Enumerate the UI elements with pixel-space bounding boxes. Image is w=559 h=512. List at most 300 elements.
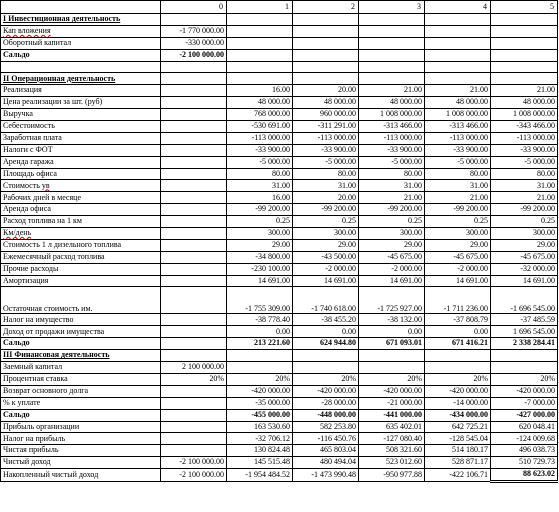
value-cell-col-2[interactable] [293,362,359,374]
table-row [1,397,558,409]
value-cell-col-1[interactable] [227,350,293,362]
value-cell-col-4[interactable]: -1 711 236.00 [425,287,491,314]
value-cell-col-0[interactable]: -2 100 000.00 [161,49,227,61]
value-cell-col-0[interactable] [161,287,227,314]
value-cell-col-1[interactable]: 14 691.00 [227,275,293,287]
value-cell-col-1[interactable] [227,14,293,26]
value-cell-col-3[interactable]: -99 200.00 [359,204,425,216]
value-cell-col-3[interactable]: -45 675.00 [359,251,425,263]
value-cell-col-4[interactable] [425,73,491,85]
value-cell-col-5[interactable]: 20% [491,373,558,385]
value-cell-col-5[interactable]: 14 691.00 [491,275,558,287]
value-cell-col-3[interactable]: -127 080.40 [359,433,425,445]
value-cell-col-0[interactable] [161,397,227,409]
row-label-cell[interactable]: Оборотный капитал [1,37,161,49]
value-cell-col-0[interactable] [161,121,227,133]
value-cell-col-1[interactable]: 20% [227,373,293,385]
value-cell-col-2[interactable]: -1 740 618.00 [293,287,359,314]
value-cell-col-1[interactable]: 16.00 [227,192,293,204]
value-cell-col-4[interactable]: -128 545.04 [425,433,491,445]
table-row [1,121,558,133]
value-cell-col-5[interactable]: -7 000.00 [491,397,558,409]
spellcheck-underlined-text: ув [41,180,50,190]
value-cell-col-2[interactable]: -5 000.00 [293,156,359,168]
row-label-cell[interactable]: Возврат основного долга [1,385,161,397]
value-cell-col-5[interactable]: -124 009.68 [491,433,558,445]
row-label-cell[interactable]: Площадь офиса [1,168,161,180]
value-cell-col-1[interactable]: -113 000.00 [227,132,293,144]
value-cell-col-0[interactable]: 20% [161,373,227,385]
value-cell-col-5[interactable]: 48 000.00 [491,97,558,109]
value-cell-col-0[interactable] [161,85,227,97]
value-cell-col-0[interactable] [161,326,227,338]
value-cell-col-5[interactable] [491,49,558,61]
value-cell-col-3[interactable] [359,37,425,49]
row-label-cell[interactable]: Расход топлива на 1 км [1,216,161,228]
column-header-col-3[interactable]: 3 [359,1,425,14]
value-cell-col-4[interactable]: 20% [425,373,491,385]
value-cell-col-0[interactable]: -1 770 000.00 [161,25,227,37]
value-cell-col-1[interactable] [227,61,293,73]
value-cell-col-2[interactable]: 20.00 [293,192,359,204]
row-label-cell[interactable]: Налог на прибыль [1,433,161,445]
value-cell-col-3[interactable]: -5 000.00 [359,156,425,168]
value-cell-col-3[interactable]: 29.00 [359,239,425,251]
value-cell-col-1[interactable] [227,37,293,49]
value-cell-col-1[interactable]: 145 515.48 [227,457,293,469]
value-cell-col-3[interactable] [359,49,425,61]
value-cell-col-4[interactable]: 48 000.00 [425,97,491,109]
value-cell-col-2[interactable]: 14 691.00 [293,275,359,287]
value-cell-col-2[interactable]: 0.25 [293,216,359,228]
table-row [1,469,558,482]
value-cell-col-4[interactable] [425,362,491,374]
value-cell-col-1[interactable]: -33 900.00 [227,144,293,156]
row-label-cell[interactable]: Реализация [1,85,161,97]
table-row [1,192,558,204]
value-cell-col-5[interactable]: 1 696 545.00 [491,326,558,338]
value-cell-col-4[interactable]: 528 871.17 [425,457,491,469]
column-header-col-0[interactable]: 0 [161,1,227,14]
value-cell-col-0[interactable] [161,445,227,457]
value-cell-col-3[interactable] [359,61,425,73]
value-cell-col-4[interactable]: -45 675.00 [425,251,491,263]
value-cell-col-0[interactable] [161,385,227,397]
value-cell-col-2[interactable]: -28 000.00 [293,397,359,409]
value-cell-col-3[interactable]: -441 000.00 [359,409,425,421]
row-label-cell[interactable]: II Операционная деятельность [1,73,161,85]
value-cell-col-3[interactable]: -33 900.00 [359,144,425,156]
value-cell-col-1[interactable]: -1 954 484.52 [227,469,293,482]
value-cell-col-2[interactable]: -420 000.00 [293,385,359,397]
value-cell-col-1[interactable]: 213 221.60 [227,338,293,350]
value-cell-col-4[interactable]: 29.00 [425,239,491,251]
column-header-col-1[interactable]: 1 [227,1,293,14]
value-cell-col-5[interactable]: -37 485.59 [491,314,558,326]
value-cell-col-1[interactable]: -420 000.00 [227,385,293,397]
value-cell-col-1[interactable] [227,362,293,374]
value-cell-col-0[interactable] [161,204,227,216]
value-cell-col-0[interactable] [161,314,227,326]
value-cell-col-0[interactable] [161,168,227,180]
value-cell-col-1[interactable] [227,25,293,37]
value-cell-col-2[interactable]: -116 450.76 [293,433,359,445]
value-cell-col-4[interactable]: 21.00 [425,192,491,204]
value-cell-col-0[interactable] [161,409,227,421]
value-cell-col-0[interactable]: -330 000.00 [161,37,227,49]
value-cell-col-1[interactable]: 300.00 [227,228,293,240]
value-cell-col-0[interactable] [161,263,227,275]
value-cell-col-0[interactable] [161,433,227,445]
row-label-cell[interactable]: Прочие расходы [1,263,161,275]
value-cell-col-2[interactable]: 80.00 [293,168,359,180]
value-cell-col-2[interactable] [293,49,359,61]
row-label-cell[interactable]: Налоги с ФОТ [1,144,161,156]
value-cell-col-4[interactable] [425,37,491,49]
value-cell-col-4[interactable] [425,49,491,61]
table-row [1,61,558,73]
value-cell-col-5[interactable]: 300.00 [491,228,558,240]
row-label-cell[interactable]: I Инвестиционная деятельность [1,14,161,26]
value-cell-col-1[interactable]: -1 755 309.00 [227,287,293,314]
row-label-cell[interactable]: Себестоимость [1,121,161,133]
value-cell-col-2[interactable]: -38 455.20 [293,314,359,326]
value-cell-col-4[interactable]: 514 180.17 [425,445,491,457]
value-cell-col-5[interactable]: 620 048.41 [491,421,558,433]
value-cell-col-5[interactable]: 496 038.73 [491,445,558,457]
value-cell-col-2[interactable]: 465 803.04 [293,445,359,457]
value-cell-col-5[interactable] [491,73,558,85]
value-cell-col-1[interactable]: 163 530.60 [227,421,293,433]
value-cell-col-3[interactable]: -420 000.00 [359,385,425,397]
value-cell-col-3[interactable]: 0.00 [359,326,425,338]
value-cell-col-2[interactable]: -1 473 990.48 [293,469,359,482]
value-cell-col-3[interactable]: 21.00 [359,192,425,204]
value-cell-col-0[interactable] [161,97,227,109]
row-label-cell[interactable] [1,25,161,37]
row-label-cell[interactable] [1,228,161,240]
value-cell-col-4[interactable]: 0.25 [425,216,491,228]
value-cell-col-2[interactable]: 48 000.00 [293,97,359,109]
table-row [1,287,558,314]
value-cell-col-3[interactable]: 1 008 000.00 [359,109,425,121]
value-cell-col-2[interactable]: -43 500.00 [293,251,359,263]
value-cell-col-3[interactable]: 671 093.01 [359,338,425,350]
column-header-label[interactable] [1,1,161,14]
row-label-cell[interactable] [1,180,161,192]
value-cell-col-3[interactable] [359,73,425,85]
value-cell-col-0[interactable] [161,228,227,240]
value-cell-col-3[interactable]: -950 977.88 [359,469,425,482]
value-cell-col-0[interactable] [161,421,227,433]
value-cell-col-1[interactable]: 16.00 [227,85,293,97]
table-row [1,156,558,168]
value-cell-col-3[interactable]: 523 012.60 [359,457,425,469]
row-label-cell[interactable]: % к уплате [1,397,161,409]
value-cell-col-5[interactable]: -1 696 545.00 [491,287,558,314]
row-label-cell[interactable]: Доход от продажи имущества [1,326,161,338]
row-label-cell[interactable]: Заемный капитал [1,362,161,374]
value-cell-col-2[interactable] [293,25,359,37]
value-cell-col-1[interactable]: -38 778.40 [227,314,293,326]
value-cell-col-3[interactable]: -21 000.00 [359,397,425,409]
table-row [1,25,558,37]
value-cell-col-2[interactable]: -113 000.00 [293,132,359,144]
value-cell-col-2[interactable] [293,73,359,85]
value-cell-col-2[interactable]: 20% [293,373,359,385]
value-cell-col-4[interactable]: -313 466.00 [425,121,491,133]
value-cell-col-5[interactable]: 80.00 [491,168,558,180]
value-cell-col-2[interactable] [293,61,359,73]
value-cell-col-0[interactable] [161,156,227,168]
value-cell-col-0[interactable]: -2 100 000.00 [161,457,227,469]
value-cell-col-0[interactable] [161,239,227,251]
value-cell-col-0[interactable] [161,216,227,228]
value-cell-col-4[interactable] [425,350,491,362]
value-cell-col-5[interactable] [491,14,558,26]
value-cell-col-5[interactable]: -32 000.00 [491,263,558,275]
value-cell-col-5[interactable]: 21.00 [491,192,558,204]
value-cell-col-0[interactable] [161,73,227,85]
section-header-row [1,350,558,362]
value-cell-col-3[interactable]: 48 000.00 [359,97,425,109]
row-label-cell[interactable]: III Финансовая деятельность [1,350,161,362]
row-label-cell[interactable]: Стоимость 1 л дизельного топлива [1,239,161,251]
row-label-cell[interactable]: Ежемесячный расход топлива [1,251,161,263]
value-cell-col-1[interactable]: 130 824.48 [227,445,293,457]
value-cell-col-4[interactable] [425,61,491,73]
value-cell-col-0[interactable] [161,350,227,362]
value-cell-col-3[interactable] [359,350,425,362]
value-cell-col-5[interactable]: -420 000.00 [491,385,558,397]
column-header-row [1,1,558,14]
value-cell-col-1[interactable]: 768 000.00 [227,109,293,121]
value-cell-col-2[interactable]: 582 253.80 [293,421,359,433]
value-cell-col-3[interactable]: 0.25 [359,216,425,228]
row-label-cell[interactable]: Чистый доход [1,457,161,469]
value-cell-col-5[interactable]: -5 000.00 [491,156,558,168]
row-label-cell[interactable]: Чистая прибыль [1,445,161,457]
value-cell-col-0[interactable] [161,338,227,350]
row-label-cell[interactable]: Прибыль организации [1,421,161,433]
value-cell-col-5[interactable]: -113 000.00 [491,132,558,144]
column-header-col-2[interactable]: 2 [293,1,359,14]
value-cell-col-5[interactable]: -427 000.00 [491,409,558,421]
value-cell-col-2[interactable]: 0.00 [293,326,359,338]
value-cell-col-3[interactable] [359,25,425,37]
table-row [1,362,558,374]
value-cell-col-3[interactable]: 21.00 [359,85,425,97]
value-cell-col-4[interactable]: -420 000.00 [425,385,491,397]
value-cell-col-1[interactable]: 0.25 [227,216,293,228]
value-cell-col-2[interactable]: 29.00 [293,239,359,251]
value-cell-col-1[interactable] [227,49,293,61]
value-cell-col-4[interactable]: 0.00 [425,326,491,338]
row-label-cell[interactable]: Заработная плата [1,132,161,144]
value-cell-col-2[interactable] [293,350,359,362]
value-cell-col-3[interactable] [359,14,425,26]
section-header-row [1,73,558,85]
value-cell-col-3[interactable]: 14 691.00 [359,275,425,287]
value-cell-col-3[interactable]: 20% [359,373,425,385]
row-label-cell[interactable]: Процентная ставка [1,373,161,385]
value-cell-col-3[interactable]: 635 402.01 [359,421,425,433]
value-cell-col-5[interactable]: 1 008 000.00 [491,109,558,121]
value-cell-col-5[interactable] [491,25,558,37]
row-label-cell[interactable]: Накопленный чистый доход [1,469,161,482]
value-cell-col-2[interactable]: 31.00 [293,180,359,192]
value-cell-col-4[interactable]: 642 725.21 [425,421,491,433]
value-cell-col-2[interactable]: 300.00 [293,228,359,240]
value-cell-col-4[interactable]: -33 900.00 [425,144,491,156]
value-cell-col-3[interactable]: 80.00 [359,168,425,180]
row-label-cell[interactable]: Сальдо [1,409,161,421]
value-cell-col-1[interactable]: -5 000.00 [227,156,293,168]
table-row [1,251,558,263]
value-cell-col-4[interactable]: -434 000.00 [425,409,491,421]
value-cell-col-2[interactable] [293,37,359,49]
value-cell-col-5[interactable]: -45 675.00 [491,251,558,263]
value-cell-col-3[interactable]: 300.00 [359,228,425,240]
value-cell-col-1[interactable]: -34 800.00 [227,251,293,263]
value-cell-col-5[interactable] [491,350,558,362]
value-cell-col-4[interactable]: 671 416.21 [425,338,491,350]
table-row [1,109,558,121]
value-cell-col-4[interactable]: 31.00 [425,180,491,192]
table-row [1,275,558,287]
value-cell-col-3[interactable]: -2 000.00 [359,263,425,275]
column-header-col-4[interactable]: 4 [425,1,491,14]
value-cell-col-2[interactable]: -448 000.00 [293,409,359,421]
value-cell-col-1[interactable]: -35 000.00 [227,397,293,409]
value-cell-col-4[interactable]: -37 808.79 [425,314,491,326]
value-cell-col-4[interactable]: -5 000.00 [425,156,491,168]
row-label-cell[interactable]: Амортизация [1,275,161,287]
table-row [1,421,558,433]
value-cell-col-4[interactable] [425,14,491,26]
value-cell-col-2[interactable]: 480 494.04 [293,457,359,469]
value-cell-col-3[interactable]: 31.00 [359,180,425,192]
table-row [1,445,558,457]
row-label-cell[interactable]: Сальдо [1,49,161,61]
value-cell-col-0[interactable] [161,192,227,204]
value-cell-col-4[interactable]: -2 000.00 [425,263,491,275]
value-cell-col-5[interactable]: 0.25 [491,216,558,228]
value-cell-col-0[interactable]: -2 100 000.00 [161,469,227,482]
value-cell-col-3[interactable]: -38 132.00 [359,314,425,326]
value-cell-col-1[interactable]: 29.00 [227,239,293,251]
row-label-cell[interactable]: Аренда гаража [1,156,161,168]
value-cell-col-0[interactable] [161,132,227,144]
value-cell-col-1[interactable]: -455 000.00 [227,409,293,421]
table-row [1,168,558,180]
spellcheck-underlined-text: Км/день [3,228,32,238]
value-cell-col-0[interactable] [161,14,227,26]
row-label-cell[interactable]: Остаточная стоимость им. [1,287,161,314]
value-cell-col-5[interactable]: -343 466.00 [491,121,558,133]
value-cell-col-4[interactable]: -422 106.71 [425,469,491,482]
value-cell-col-4[interactable]: 300.00 [425,228,491,240]
value-cell-col-5[interactable]: -33 900.00 [491,144,558,156]
column-header-col-5[interactable]: 5 [491,1,558,14]
value-cell-col-2[interactable]: -99 200.00 [293,204,359,216]
row-label-cell[interactable]: Цена реализации за шт. (руб) [1,97,161,109]
value-cell-col-3[interactable]: -313 466.00 [359,121,425,133]
value-cell-col-2[interactable]: -33 900.00 [293,144,359,156]
row-label-cell[interactable]: Выручка [1,109,161,121]
table-row [1,37,558,49]
row-label-cell[interactable]: Рабочих дней в месяце [1,192,161,204]
value-cell-col-5[interactable]: 510 729.73 [491,457,558,469]
value-cell-col-1[interactable]: -530 691.00 [227,121,293,133]
value-cell-col-3[interactable]: 508 321.60 [359,445,425,457]
value-cell-col-2[interactable]: 20.00 [293,85,359,97]
table-row [1,326,558,338]
value-cell-col-2[interactable] [293,14,359,26]
value-cell-col-4[interactable]: 14 691.00 [425,275,491,287]
value-cell-col-5[interactable] [491,362,558,374]
value-cell-col-1[interactable] [227,73,293,85]
value-cell-col-1[interactable]: -230 100.00 [227,263,293,275]
value-cell-col-1[interactable]: -99 200.00 [227,204,293,216]
value-cell-col-0[interactable] [161,275,227,287]
row-label-cell[interactable] [1,61,161,73]
table-row [1,180,558,192]
value-cell-col-5[interactable]: 21.00 [491,85,558,97]
value-cell-col-1[interactable]: 0.00 [227,326,293,338]
value-cell-col-4[interactable]: 80.00 [425,168,491,180]
table-row [1,373,558,385]
value-cell-col-3[interactable]: -113 000.00 [359,132,425,144]
value-cell-col-2[interactable]: -2 000.00 [293,263,359,275]
value-cell-col-4[interactable]: -14 000.00 [425,397,491,409]
value-cell-col-0[interactable] [161,144,227,156]
value-cell-col-5[interactable] [491,61,558,73]
value-cell-col-5[interactable]: 88 623.02 [491,469,558,482]
value-cell-col-1[interactable]: 48 000.00 [227,97,293,109]
value-cell-col-4[interactable]: 1 008 000.00 [425,109,491,121]
value-cell-col-0[interactable] [161,251,227,263]
value-cell-col-5[interactable]: 31.00 [491,180,558,192]
value-cell-col-4[interactable] [425,25,491,37]
value-cell-col-3[interactable]: -1 725 927.00 [359,287,425,314]
value-cell-col-1[interactable]: 31.00 [227,180,293,192]
row-label-cell[interactable]: Аренда офиса [1,204,161,216]
value-cell-col-0[interactable]: 2 100 000.00 [161,362,227,374]
table-row [1,85,558,97]
row-label-cell[interactable]: Налог на имущество [1,314,161,326]
value-cell-col-0[interactable] [161,180,227,192]
table-row [1,204,558,216]
value-cell-col-5[interactable]: 29.00 [491,239,558,251]
value-cell-col-5[interactable] [491,37,558,49]
row-label-cell[interactable]: Сальдо [1,338,161,350]
value-cell-col-2[interactable]: 960 000.00 [293,109,359,121]
value-cell-col-0[interactable] [161,61,227,73]
value-cell-col-4[interactable]: 21.00 [425,85,491,97]
value-cell-col-4[interactable]: -99 200.00 [425,204,491,216]
value-cell-col-1[interactable]: -32 706.12 [227,433,293,445]
value-cell-col-2[interactable]: 624 944.80 [293,338,359,350]
value-cell-col-5[interactable]: -99 200.00 [491,204,558,216]
value-cell-col-3[interactable] [359,362,425,374]
value-cell-col-1[interactable]: 80.00 [227,168,293,180]
value-cell-col-4[interactable]: -113 000.00 [425,132,491,144]
value-cell-col-0[interactable] [161,109,227,121]
value-cell-col-5[interactable]: 2 338 284.41 [491,338,558,350]
value-cell-col-2[interactable]: -311 291.00 [293,121,359,133]
table-row [1,338,558,350]
